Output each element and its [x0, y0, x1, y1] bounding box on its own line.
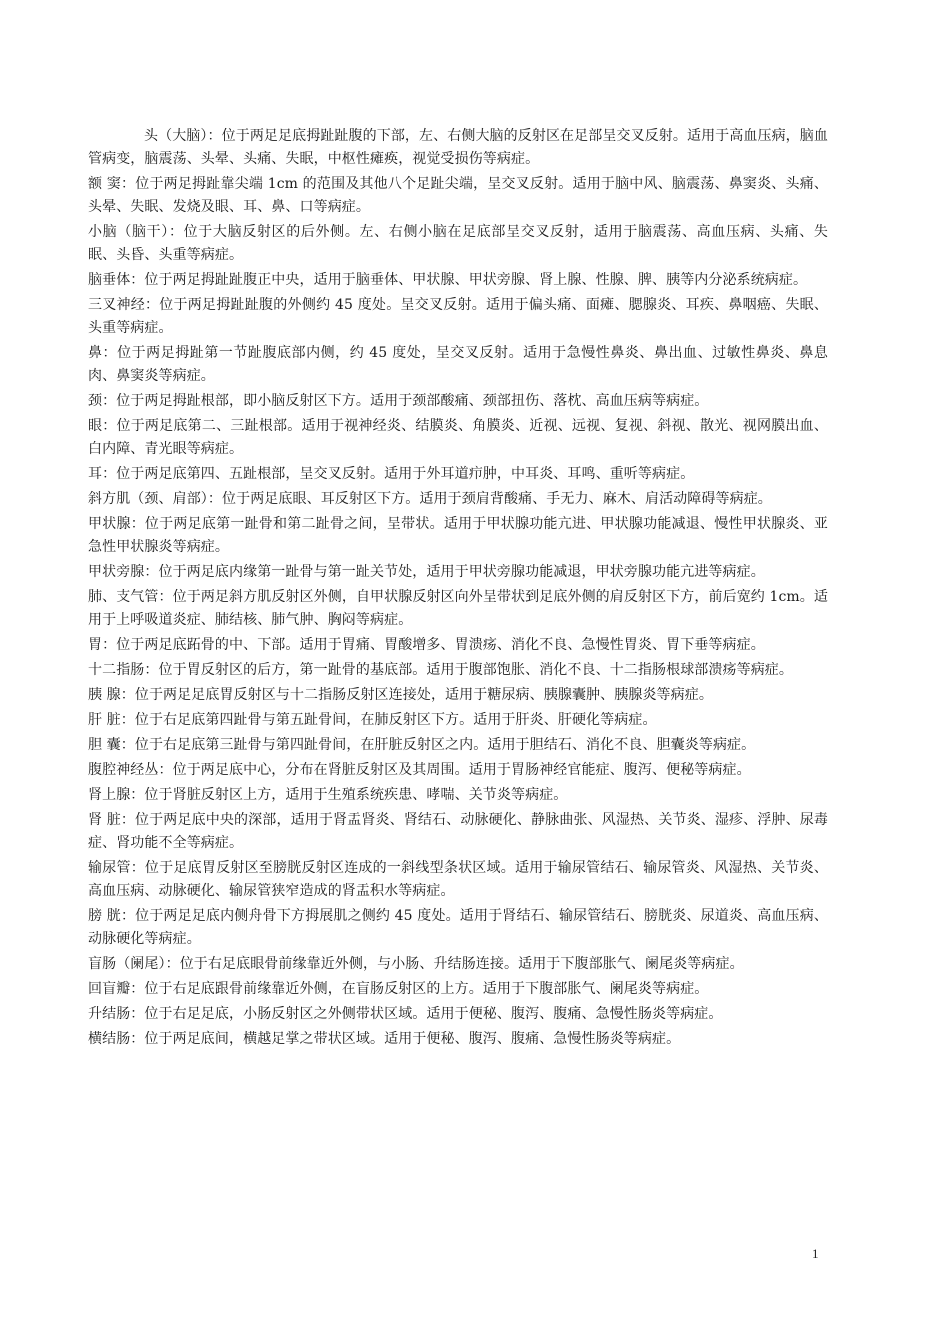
- entry-duodenum: 十二指肠：位于胃反射区的后方，第一趾骨的基底部。适用于腹部饱胀、消化不良、十二指肠根球部溃疡等病症。: [88, 662, 793, 678]
- entry-gallbladder: 胆 囊：位于右足底第三趾骨与第四趾骨间，在肝脏反射区之内。适用于胆结石、消化不良、胆囊炎等病症。: [88, 737, 756, 753]
- entry-cecum: 盲肠（阑尾）：位于右足底眼骨前缘靠近外侧，与小肠、升结肠连接。适用于下腹部胀气、阑尾炎等病症。: [88, 956, 744, 972]
- entry-pancreas: 胰 腺：位于两足足底胃反射区与十二指肠反射区连接处，适用于糖尿病、胰腺囊肿、胰腺炎等病症。: [88, 687, 713, 703]
- entry-ear: 耳：位于两足底第四、五趾根部，呈交叉反射。适用于外耳道疖肿，中耳炎、耳鸣、重听等病症。: [88, 466, 695, 482]
- entry-pituitary: 脑垂体：位于两足拇趾趾腹正中央，适用于脑垂体、甲状腺、甲状旁腺、肾上腺、性腺、脾、胰等内分泌系统病症。: [88, 272, 808, 288]
- page-number: 1: [812, 1246, 819, 1261]
- entry-ileocecal-valve: 回盲瓣：位于右足底跟骨前缘靠近外侧，在盲肠反射区的上方。适用于下腹部胀气、阑尾炎等病症。: [88, 981, 709, 997]
- entry-ascending-colon: 升结肠：位于右足足底，小肠反射区之外侧带状区域。适用于便秘、腹泻、腹痛、急慢性肠炎等病症。: [88, 1006, 723, 1022]
- entry-lung-bronchus: 肺、支气管：位于两足斜方肌反射区外侧，自甲状腺反射区向外呈带状到足底外侧的肩反射区下方，前后宽约 1cm。适用于上呼吸道炎症、肺结核、肺气肿、胸闷等病症。: [88, 589, 828, 628]
- entry-transverse-colon: 横结肠：位于两足底间，横越足掌之带状区域。适用于便秘、腹泻、腹痛、急慢性肠炎等病症。: [88, 1031, 681, 1047]
- document-body: [88, 125, 828, 1053]
- entry-trapezius: 斜方肌（颈、肩部）：位于两足底眼、耳反射区下方。适用于颈肩背酸痛、手无力、麻木、肩活动障碍等病症。: [88, 491, 772, 507]
- entry-celiac-plexus: 腹腔神经丛：位于两足底中心，分布在肾脏反射区及其周围。适用于胃肠神经官能症、腹泻、便秘等病症。: [88, 762, 751, 778]
- entry-thyroid: 甲状腺：位于两足底第一趾骨和第二趾骨之间，呈带状。适用于甲状腺功能亢进、甲状腺功能减退、慢性甲状腺炎、亚急性甲状腺炎等病症。: [88, 516, 828, 555]
- entry-frontal-sinus: 额 窦：位于两足拇趾靠尖端 1cm 的范围及其他八个足趾尖端，呈交叉反射。适用于脑中风、脑震荡、鼻窦炎、头痛、头晕、失眠、发烧及眼、耳、鼻、口等病症。: [88, 176, 828, 215]
- entry-parathyroid: 甲状旁腺：位于两足底内缘第一趾骨与第一趾关节处，适用于甲状旁腺功能减退，甲状旁腺功能亢进等病症。: [88, 564, 765, 580]
- entry-cerebellum: 小脑（脑干）：位于大脑反射区的后外侧。左、右侧小脑在足底部呈交叉反射，适用于脑震荡、高血压病、头痛、失眠、头昏、头重等病症。: [88, 224, 828, 263]
- entry-stomach: 胃：位于两足底跖骨的中、下部。适用于胃痛、胃酸增多、胃溃疡、消化不良、急慢性胃炎、胃下垂等病症。: [88, 637, 765, 653]
- entry-liver: 肝 脏：位于右足底第四趾骨与第五趾骨间，在肺反射区下方。适用于肝炎、肝硬化等病症。: [88, 712, 657, 728]
- entry-adrenal: 肾上腺：位于肾脏反射区上方，适用于生殖系统疾患、哮喘、关节炎等病症。: [88, 787, 568, 803]
- entry-head-brain: 头（大脑）：位于两足足底拇趾趾腹的下部，左、右侧大脑的反射区在足部呈交叉反射。适用于高血压病，脑血管病变，脑震荡、头晕、头痛、失眠，中枢性瘫痪，视觉受损伤等病症。: [88, 128, 828, 167]
- entry-neck: 颈：位于两足拇趾根部，即小脑反射区下方。适用于颈部酸痛、颈部扭伤、落枕、高血压病等病症。: [88, 393, 709, 409]
- entry-ureter: 输尿管：位于足底胃反射区至膀胱反射区连成的一斜线型条状区域。适用于输尿管结石、输尿管炎、风湿热、关节炎、高血压病、动脉硬化、输尿管狭窄造成的肾盂积水等病症。: [88, 860, 828, 899]
- entry-kidney: 肾 脏：位于两足底中央的深部，适用于肾盂肾炎、肾结石、动脉硬化、静脉曲张、风湿热、关节炎、湿疹、浮肿、尿毒症、肾功能不全等病症。: [88, 812, 828, 851]
- entry-eye: 眼：位于两足底第二、三趾根部。适用于视神经炎、结膜炎、角膜炎、近视、远视、复视、斜视、散光、视网膜出血、白内障、青光眼等病症。: [88, 418, 828, 457]
- entry-bladder: 膀 胱：位于两足足底内侧舟骨下方拇展肌之侧约 45 度处。适用于肾结石、输尿管结石、膀胱炎、尿道炎、高血压病、动脉硬化等病症。: [88, 908, 828, 947]
- entry-trigeminal-nerve: 三叉神经：位于两足拇趾趾腹的外侧约 45 度处。呈交叉反射。适用于偏头痛、面瘫、腮腺炎、耳疾、鼻咽癌、失眠、头重等病症。: [88, 297, 828, 336]
- entry-nose: 鼻：位于两足拇趾第一节趾腹底部内侧，约 45 度处，呈交叉反射。适用于急慢性鼻炎、鼻出血、过敏性鼻炎、鼻息肉、鼻窦炎等病症。: [88, 345, 828, 384]
